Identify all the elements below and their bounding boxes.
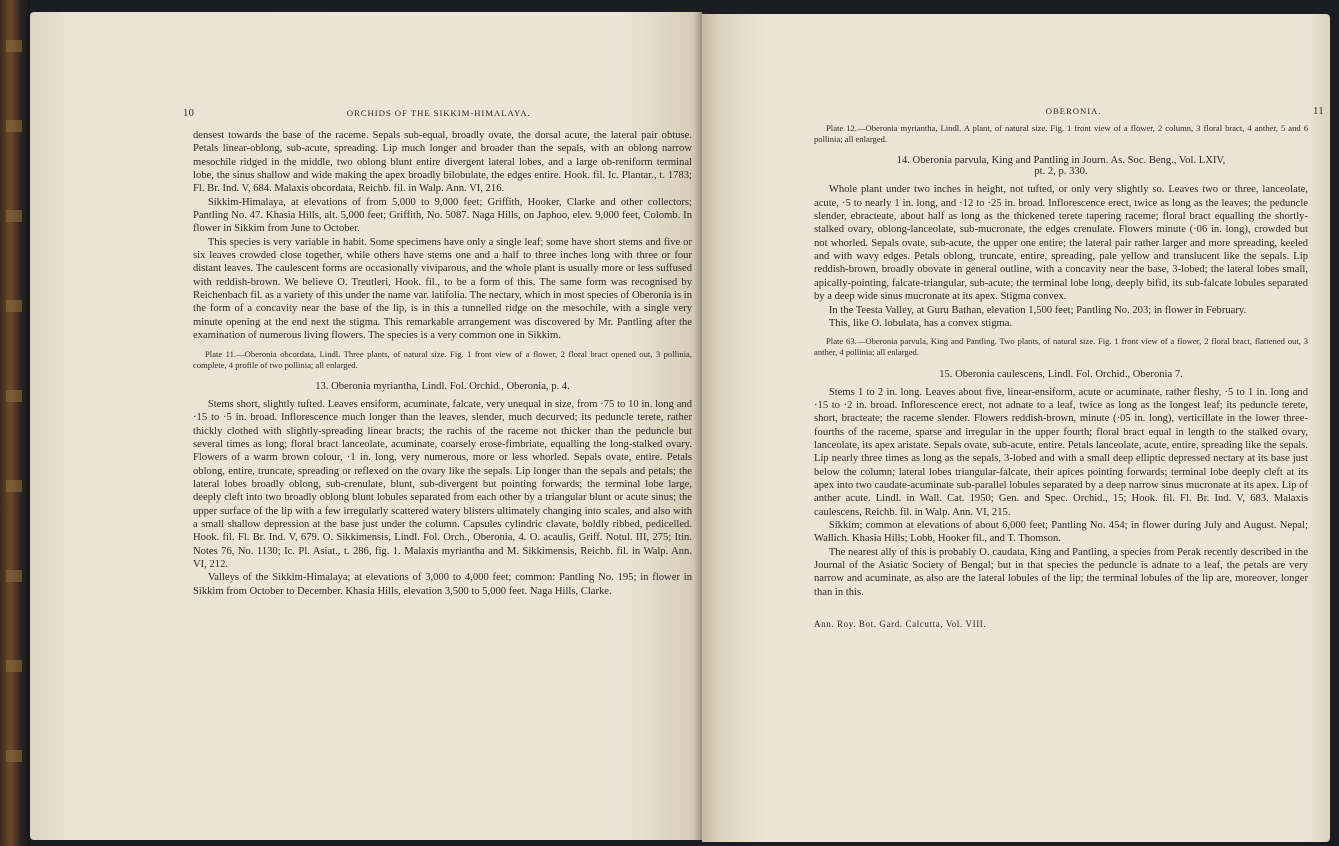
paragraph: Stems short, slightly tufted. Leaves ensiform, acuminate, falcate, very unequal in size, from ·75 to 10 in. long and ·15 to ·5 in. broad. Inflorescence much longer than the leaves, slender, much decurved; its peduncle terete, rather thickly clothed with slightly-spreading linear bracts; the rachis of the raceme not thicker than the peduncle but several times as long; floral bract lanceolate, acuminate, coarsely erose-fimbriate, equalling the long-stalked ovary. Flowers of a warm brown colour, ·1 in. long, very numerous, more or less whorled. Sepals ovate, entire. Petals oblong, entire, truncate, spreading or reflexed on the ovary like the sepals. Lip longer than the sepals and petals; the lateral lobes broadly oblong, sub-crenulate, blunt, sub-divergent but pointing forwards; the terminal lobe large, deeply cleft into two broadly oblong blunt lobules separated from each other by a triangular blunt or acute sinus; the upper surface of the lip with a few irregularly scattered watery blisters ultimately changing into scales, and also with a small shallow depression at the base just under the column. Capsules cylindric clavate, boldly ribbed, pedicelled. Hook. fil. Fl. Br. Ind. V, 679. O. Sikkimensis, Lindl. Fol. Orch., Oberonia, 4. O. acaulis, Griff. Notul. III, 275; Itin. Notes 76, No. 1130; Ic. Pl. Asiat., t. 286, fig. 1. Malaxis myriantha and M. Sikkimensis, Reichb. fil. in Walp. Ann. VI, 212. bbox=[193, 398, 692, 571]
left-running-head bbox=[183, 108, 703, 119]
plate-caption-63: Plate 63.—Oberonia parvula, King and Pantling. Two plants, of natural size. Fig. 1 front view of a flower, 2 floral bract, flattened out, 3 anther, 4 pollinia; all enlarged. bbox=[814, 336, 1308, 358]
paragraph: This species is very variable in habit. Some specimens have only a single leaf; some have short stems and five or six leaves crowded close together, while others have stems one and a half to three inches long with three or four distant leaves. The caulescent forms are occasionally viviparous, and the whole plant is usually more or less suffused with reddish-brown. We believe O. Treutleri, Hook. fil., to be a form of this. The same form was recognised by Reichenbach fil. as a variety of this under the name var. latifolia. The nectary, which in most species of Oberonia is in the form of a concavity near the base of the lip, is in this a tunnelled ridge on the mesochile, with a single very minute opening at the end next the stigma. This remarkable arrangement was discovered by Mr. Pantling after the examination of numerous living flowers. The species is a very common one in Sikkim. bbox=[193, 236, 692, 342]
book-spine bbox=[0, 0, 30, 846]
paragraph: Valleys of the Sikkim-Himalaya; at elevations of 3,000 to 4,000 feet; common: Pantling No. 195; in flower in Sikkim from October to December. Khasia Hills, elevation 3,500 to 5,000 feet. Naga Hills, Clarke. bbox=[193, 572, 692, 597]
paragraph: densest towards the base of the raceme. Sepals sub-equal, broadly ovate, the dorsal acute, the lateral pair obtuse. Petals linear-oblong, sub-acute, spreading. Lip much longer and broader than the sepals, with an oblong narrow mesochile ridged in the middle, two oblong blunt entire divergent lateral lobes, and a large ob-reniform terminal lobe, the sinus shallow and wide making the apex broadly bilobulate, the edges entire. Hook. fil. Ic. Plantar., t. 1783; Fl. Br. Ind. V, 684. Malaxis obcordata, Reichb. fil. in Walp. Ann. VI, 216. bbox=[193, 130, 692, 195]
section-heading-14-cont: pt. 2, p. 330. bbox=[1034, 166, 1088, 178]
section-14-body bbox=[814, 183, 1308, 330]
section-heading-13: 13. Oberonia myriantha, Lindl. Fol. Orchid., Oberonia, p. 4. bbox=[315, 380, 570, 392]
left-page bbox=[30, 12, 702, 840]
right-page bbox=[702, 14, 1330, 842]
left-page-title: ORCHIDS OF THE SIKKIM-HIMALAYA. bbox=[346, 108, 531, 118]
paragraph: Sikkim; common at elevations of about 6,000 feet; Pantling No. 454; in flower during July and August. Nepal; Wallich. Khasia Hills; Lobb, Hooker fil., and T. Thomson. bbox=[814, 520, 1308, 545]
plate-caption-12: Plate 12.—Oberonia myriantha, Lindl. A plant, of natural size. Fig. 1 front view of a flower, 2 column, 3 floral bract, 4 anther, 5 and 6 pollinia; all enlarged. bbox=[814, 123, 1308, 145]
paragraph: In the Teesta Valley, at Guru Bathan, elevation 1,500 feet; Pantling No. 203; in flower in February. bbox=[828, 304, 1247, 316]
right-running-head bbox=[814, 106, 1324, 117]
right-page-title: OBERONIA. bbox=[1045, 106, 1102, 116]
left-page-number: 10 bbox=[183, 108, 195, 119]
section-heading-14: 14. Oberonia parvula, King and Pantling in Journ. As. Soc. Beng., Vol. LXIV, bbox=[896, 155, 1226, 167]
paragraph: Stems 1 to 2 in. long. Leaves about five, linear-ensiform, acute or acuminate, rather fleshy, ·5 to 1 in. long and ·15 to ·2 in. broad. Inflorescence erect, not adnate to a leaf, twice as long as the longest leaf; its peduncle terete, short, bracteate; the raceme slender. Flowers reddish-brown, minute (·05 in. long), verticillate in the lower three-fourths of the raceme, sparse and irregular in the upper fourth; floral bract equal in length to the stalked ovary, lanceolate, its apex aristate. Sepals ovate, sub-acute, entire. Petals lanceolate, acute, entire, spreading like the sepals. Lip nearly three times as long as the sepals, 3-lobed and with a small deep elliptic depressed nectary at its base just below the column; lateral lobes triangular-falcate, their apices pointing forwards; terminal lobe deeply cleft at its apex into two caudate-acuminate sub-parallel lobules separated by a deep narrow sinus mucronate at its apex. Lip of anther acute. Lindl. in Wall. Cat. 1950; Gen. and Spec. Orchid., 15; Hook. fil. Fl. Br. Ind. V, 683. Malaxis caulescens, Reichb. fil. in Walp. Ann. VI, 215. bbox=[814, 386, 1308, 518]
plate-caption-11: Plate 11.—Oberonia obcordata, Lindl. Three plants, of natural size. Fig. 1 front view of a flower, 2 floral bract opened out, 3 pollinia, complete, 4 profile of two pollinia; all enlarged. bbox=[193, 348, 692, 370]
right-page-number: 11 bbox=[1313, 106, 1324, 117]
paragraph: Sikkim-Himalaya, at elevations of from 5,000 to 9,000 feet; Griffith, Hooker, Clarke and other collectors; Pantling No. 47. Khasia Hills, alt. 5,000 feet; Griffith, No. 5087. Naga Hills, on Japhoo, elev. 9,000 feet, Colomb. In flower in Sikkim from June to October. bbox=[193, 196, 692, 235]
page-footer: Ann. Roy. Bot. Gard. Calcutta, Vol. VIII. bbox=[814, 619, 987, 630]
paragraph: Whole plant under two inches in height, not tufted, or only very slightly so. Leaves two or three, lanceolate, acute, ·5 to nearly 1 in. long, and ·12 to ·25 in. broad. Inflorescence erect, twice as long as the leaves; the peduncle slender, ebracteate, about half as long as the thickened terete tapering raceme; floral bract equalling the shortly-stalked ovary, oblong-lanceolate, sub-mucronate, the edges crenulate. Flowers minute (·06 in. long), crowded but not whorled. Sepals ovate, sub-acute, the upper one entire; the lateral pair rather larger and more spreading, keeled and with wavy edges. Petals oblong, truncate, entire, spreading, pale yellow and translucent like the sepals. Lip reddish-brown, broadly obovate in general outline, with a concavity near the base, 3-lobed; the lateral lobes small, apically-pointing, falcate-triangular, sub-acute; the terminal lobe long, deeply bifid, its sub-falcate lobules separated by a deep wide sinus mucronate at its apex. Stigma convex. bbox=[814, 184, 1308, 303]
paragraph: The nearest ally of this is probably O. caudata, King and Pantling, a species from Perak recently described in the Journal of the Asiatic Society of Bengal; but in that species the peduncle is adnate to a leaf, the petals are very narrow and acuminate, as also are the lateral lobules of the lip; the terminal lobules of the lip are, moreover, longer than in this. bbox=[814, 546, 1308, 598]
section-heading-15: 15. Oberonia caulescens, Lindl. Fol. Orchid., Oberonia 7. bbox=[939, 368, 1183, 380]
left-body bbox=[193, 129, 692, 343]
section-13-body bbox=[193, 398, 692, 598]
paragraph: This, like O. lobulata, has a convex stigma. bbox=[828, 317, 1013, 329]
section-15-body bbox=[814, 386, 1308, 600]
